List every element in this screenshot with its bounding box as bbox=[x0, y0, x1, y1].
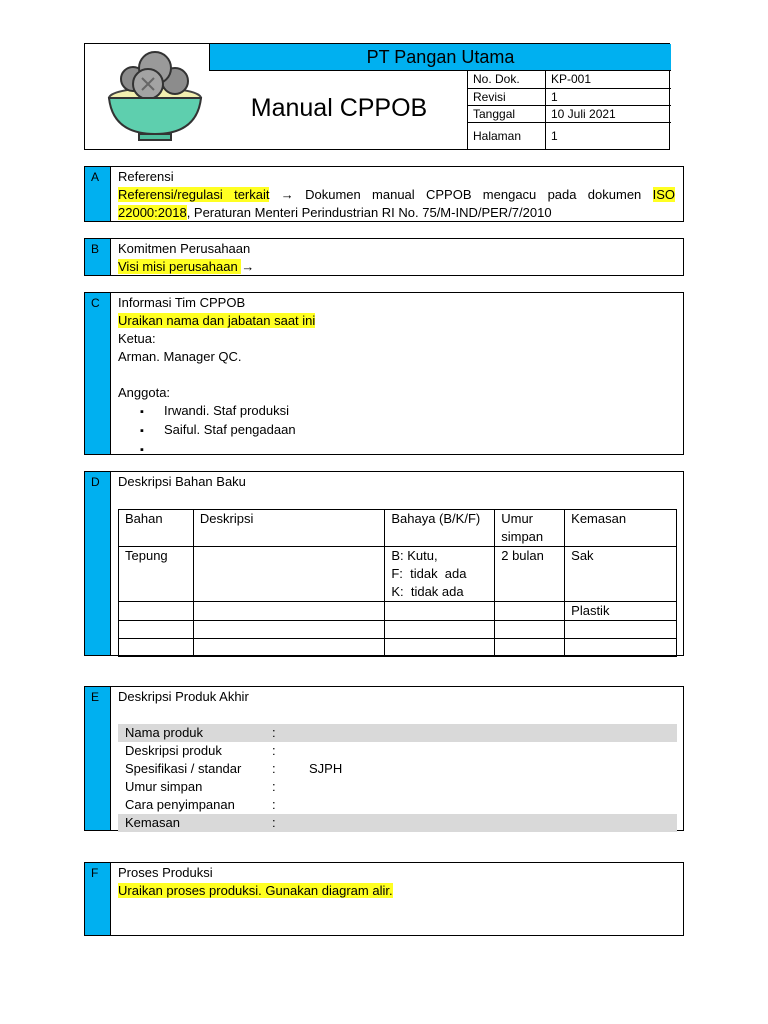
document-header bbox=[84, 43, 670, 150]
section-referensi bbox=[84, 166, 684, 222]
field-value: SJPH bbox=[309, 761, 343, 776]
list-item: ▪ Saiful. Staf pengadaan bbox=[140, 421, 675, 440]
produk-fields bbox=[118, 724, 677, 832]
bahaya-line: F: tidak ada bbox=[391, 566, 467, 581]
document-meta-table bbox=[467, 71, 671, 150]
field-label: Cara penyimpanan bbox=[125, 797, 235, 812]
cell-deskripsi bbox=[193, 639, 384, 657]
meta-key: No. Dok. bbox=[468, 71, 546, 88]
field-row bbox=[118, 742, 677, 760]
column-header: Kemasan bbox=[565, 510, 677, 547]
highlight-text: Uraikan nama dan jabatan saat ini bbox=[118, 313, 316, 328]
arrow-icon: → bbox=[280, 187, 294, 202]
referensi-text bbox=[118, 186, 675, 222]
section-proses-produksi bbox=[84, 862, 684, 936]
highlight-text: Referensi/regulasi terkait bbox=[118, 187, 270, 202]
field-colon: : bbox=[272, 725, 276, 740]
section-title: Referensi bbox=[118, 169, 174, 184]
document-title: Manual CPPOB bbox=[250, 94, 428, 122]
cell-deskripsi bbox=[193, 547, 384, 602]
anggota-list bbox=[140, 402, 675, 459]
cell-bahan bbox=[119, 621, 194, 639]
cell-kemasan: Sak bbox=[565, 547, 677, 602]
field-colon: : bbox=[272, 761, 276, 776]
meta-value: 10 Juli 2021 bbox=[546, 105, 672, 122]
section-title: Komitmen Perusahaan bbox=[118, 241, 251, 256]
anggota-label: Anggota: bbox=[118, 385, 171, 400]
field-colon: : bbox=[272, 815, 276, 830]
meta-value: 1 bbox=[546, 122, 672, 150]
bahaya-line: B: Kutu, bbox=[391, 548, 438, 563]
section-komitmen bbox=[84, 238, 684, 276]
column-header: Bahan bbox=[119, 510, 194, 547]
cell-bahaya bbox=[385, 639, 495, 657]
section-letter: F bbox=[85, 863, 111, 935]
meta-value: KP-001 bbox=[546, 71, 672, 88]
cell-umur bbox=[495, 602, 565, 621]
table-row bbox=[119, 602, 677, 621]
cell-kemasan bbox=[565, 639, 677, 657]
list-item bbox=[140, 440, 675, 459]
cell-umur bbox=[495, 621, 565, 639]
meta-key: Revisi bbox=[468, 88, 546, 105]
field-row bbox=[118, 814, 677, 832]
column-header: Bahaya (B/K/F) bbox=[385, 510, 495, 547]
field-colon: : bbox=[272, 797, 276, 812]
highlight-text: Visi misi perusahaan bbox=[118, 259, 238, 274]
section-letter: D bbox=[85, 472, 111, 655]
bahan-baku-table bbox=[118, 509, 677, 657]
field-row bbox=[118, 796, 677, 814]
table-row bbox=[119, 547, 677, 602]
body-text: , Peraturan Menteri Perindustrian RI No. 75/M-IND/PER/7/2010 bbox=[186, 205, 552, 220]
section-letter: B bbox=[85, 239, 111, 275]
cell-bahaya bbox=[385, 547, 495, 602]
section-letter: A bbox=[85, 167, 111, 221]
list-item: ▪ Irwandi. Staf produksi bbox=[140, 402, 675, 421]
section-title: Deskripsi Bahan Baku bbox=[118, 474, 246, 489]
field-label: Deskripsi produk bbox=[125, 743, 222, 758]
company-name: PT Pangan Utama bbox=[209, 44, 671, 71]
section-letter: E bbox=[85, 687, 111, 830]
section-title: Informasi Tim CPPOB bbox=[118, 295, 246, 310]
arrow-icon: → bbox=[241, 259, 255, 274]
cell-bahan: Tepung bbox=[119, 547, 194, 602]
section-letter: C bbox=[85, 293, 111, 454]
column-header: Deskripsi bbox=[193, 510, 384, 547]
ketua-name: Arman. Manager QC. bbox=[118, 349, 242, 364]
field-label: Spesifikasi / standar bbox=[125, 761, 242, 776]
field-row bbox=[118, 778, 677, 796]
section-title: Proses Produksi bbox=[118, 865, 213, 880]
meta-value: 1 bbox=[546, 88, 672, 105]
cell-bahaya bbox=[385, 602, 495, 621]
section-bahan-baku bbox=[84, 471, 684, 656]
field-label: Umur simpan bbox=[125, 779, 203, 794]
meta-key: Tanggal bbox=[468, 105, 546, 122]
meatball-bowl-logo bbox=[103, 46, 205, 146]
cell-umur: 2 bulan bbox=[495, 547, 565, 602]
cell-kemasan bbox=[565, 621, 677, 639]
meta-key: Halaman bbox=[468, 122, 546, 150]
cell-bahan bbox=[119, 639, 194, 657]
cell-bahan bbox=[119, 602, 194, 621]
column-header: Umur simpan bbox=[495, 510, 565, 547]
ketua-label: Ketua: bbox=[118, 331, 156, 346]
cell-deskripsi bbox=[193, 621, 384, 639]
cell-deskripsi bbox=[193, 602, 384, 621]
section-title: Deskripsi Produk Akhir bbox=[118, 689, 249, 704]
table-row bbox=[119, 639, 677, 657]
cell-umur bbox=[495, 639, 565, 657]
section-produk-akhir bbox=[84, 686, 684, 831]
field-colon: : bbox=[272, 779, 276, 794]
cell-bahaya bbox=[385, 621, 495, 639]
field-label: Nama produk bbox=[125, 725, 204, 740]
bahaya-line: K: tidak ada bbox=[391, 584, 464, 599]
field-row bbox=[118, 724, 677, 742]
cell-kemasan: Plastik bbox=[565, 602, 677, 621]
highlight-text: Uraikan proses produksi. Gunakan diagram alir. bbox=[118, 883, 393, 898]
highlight-text: ISO 22000:2018 bbox=[118, 187, 675, 220]
body-text: Dokumen manual CPPOB mengacu pada dokumen bbox=[293, 187, 653, 202]
section-tim-cppob bbox=[84, 292, 684, 455]
table-row bbox=[119, 621, 677, 639]
field-row bbox=[118, 760, 677, 778]
field-label: Kemasan bbox=[125, 815, 180, 830]
field-colon: : bbox=[272, 743, 276, 758]
